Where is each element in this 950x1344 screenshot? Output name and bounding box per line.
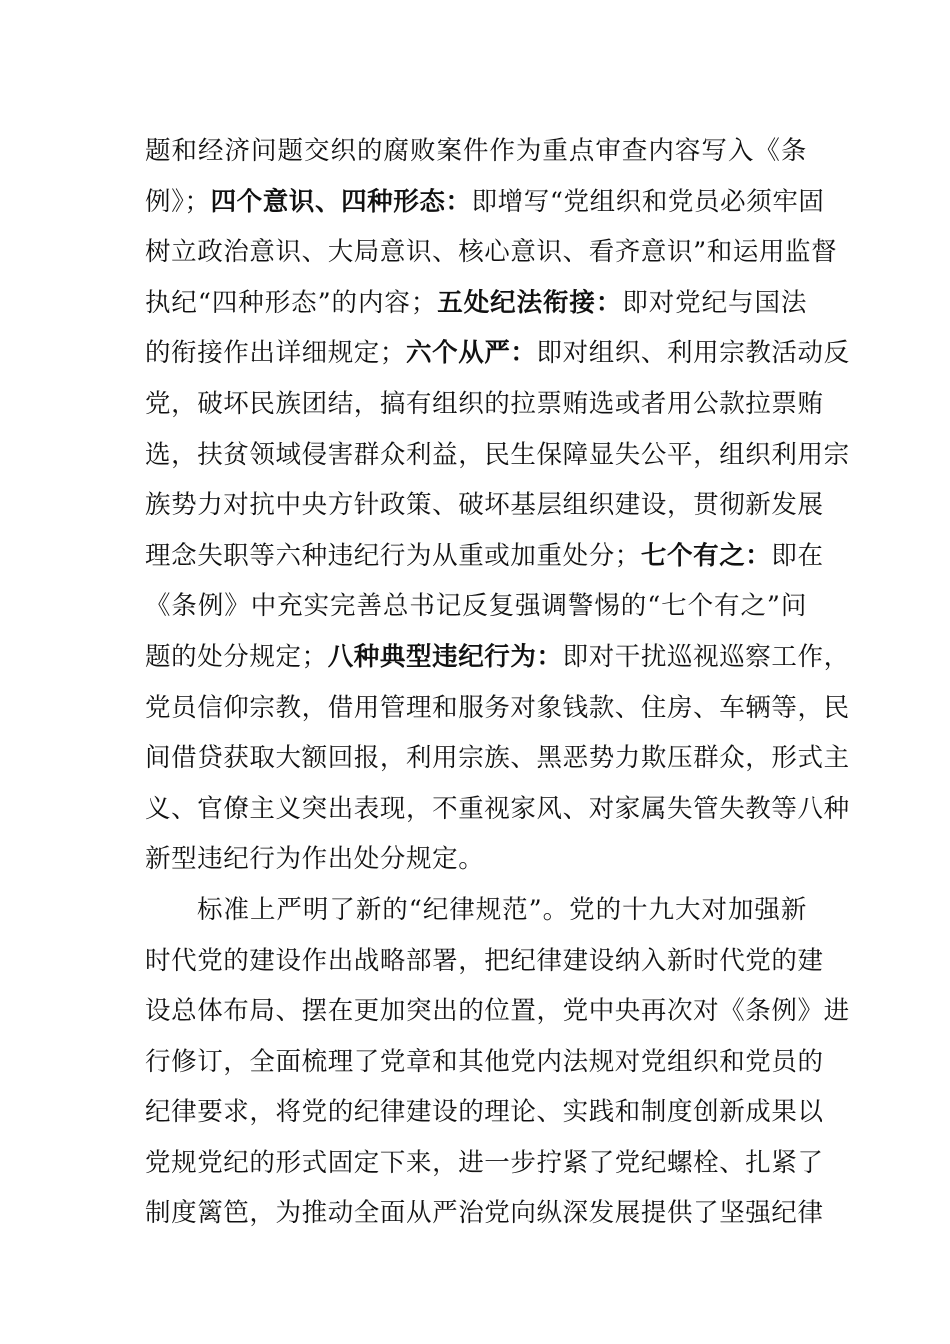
bold-heading-seven: 七个有之：	[640, 540, 772, 571]
text-line: 时代党的建设作出战略部署，把纪律建设纳入新时代党的建	[145, 945, 824, 976]
text-run: 即对组织、利用宗教活动反	[536, 338, 850, 369]
text-line	[145, 632, 850, 683]
text-line: 行修订，全面梳理了党章和其他党内法规对党组织和党员的	[145, 1046, 824, 1077]
text-line: 党员信仰宗教，借用管理和服务对象钱款、住房、车辆等，民	[145, 692, 850, 723]
text-line: 《条例》中充实完善总书记反复强调警惕的“七个有之”问	[145, 591, 807, 622]
text-run: 即增写“党组织和党员必须牢固	[471, 186, 825, 217]
bold-heading-eight-violations: 八种典型违纪行为：	[327, 641, 563, 672]
bold-heading-five-links: 五处纪法衔接：	[436, 287, 623, 318]
text-run: 的衔接作出详细规定；	[145, 338, 407, 369]
text-line	[145, 328, 850, 379]
text-line: 义、官僚主义突出表现，不重视家风、对家属失管失教等八种	[145, 793, 850, 824]
paragraph-1	[145, 126, 850, 885]
paragraph-2	[145, 885, 850, 1239]
text-line: 题和经济问题交织的腐败案件作为重点审查内容写入《条	[145, 136, 807, 166]
text-line: 党，破坏民族团结，搞有组织的拉票贿选或者用公款拉票贿	[145, 388, 824, 419]
text-run: 理念失职等六种违纪行为从重或加重处分；	[145, 540, 641, 571]
text-line: 党规党纪的形式固定下来，进一步拧紧了党纪螺栓、扎紧了	[145, 1147, 824, 1178]
text-line	[145, 177, 825, 228]
text-line: 纪律要求，将党的纪律建设的理论、实践和制度创新成果以	[145, 1097, 824, 1128]
text-line: 标准上严明了新的“纪律规范”。党的十九大对加强新	[197, 894, 807, 925]
text-run: 即对党纪与国法	[622, 287, 808, 318]
text-line: 族势力对抗中央方针政策、破坏基层组织建设，贯彻新发展	[145, 490, 824, 521]
text-line: 间借贷获取大额回报，利用宗族、黑恶势力欺压群众，形式主	[145, 743, 850, 774]
text-line: 制度篱笆，为推动全面从严治党向纵深发展提供了坚强纪律	[145, 1198, 824, 1229]
text-run: 例》；	[145, 186, 211, 217]
text-run: 即在	[771, 540, 824, 571]
text-line: 设总体布局、摆在更加突出的位置，党中央再次对《条例》进	[145, 996, 850, 1027]
text-line: 选，扶贫领域侵害群众利益，民生保障显失公平，组织利用宗	[145, 439, 850, 470]
text-run: 执纪“四种形态”的内容；	[145, 287, 437, 318]
text-line: 树立政治意识、大局意识、核心意识、看齐意识”和运用监督	[145, 237, 838, 268]
text-line	[145, 278, 807, 329]
text-line: 新型违纪行为作出处分规定。	[145, 844, 485, 875]
text-run: 题的处分规定；	[145, 641, 328, 672]
text-line	[145, 531, 824, 582]
bold-heading-four-awareness: 四个意识、四种形态：	[210, 186, 472, 217]
bold-heading-six-strict: 六个从严：	[406, 338, 537, 369]
text-run: 即对干扰巡视巡察工作，	[562, 641, 850, 672]
document-body	[145, 126, 850, 1239]
